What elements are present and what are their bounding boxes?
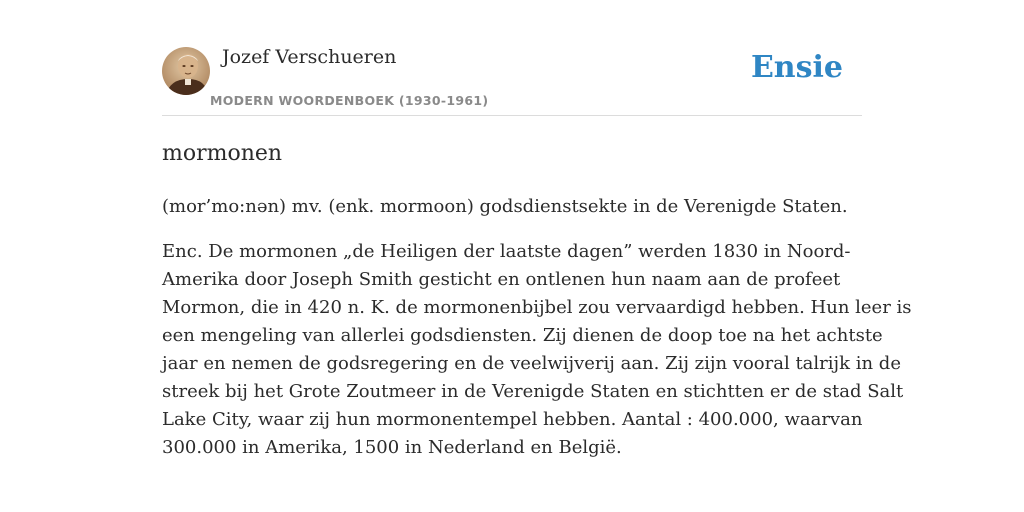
encyclopedia-line: jaar en nemen de godsregering en de veelwijverij aan. Zij zijn vooral talrijk in de — [162, 353, 901, 374]
entry-term: mormonen — [162, 141, 283, 166]
encyclopedia-line: Amerika door Joseph Smith gesticht en ontlenen hun naam aan de profeet — [162, 269, 841, 290]
entry-definition: (mor’mo:nən) mv. (enk. mormoon) godsdienstsekte in de Verenigde Staten. — [162, 196, 848, 217]
encyclopedia-line: Enc. De mormonen „de Heiligen der laatste dagen” werden 1830 in Noord- — [162, 241, 851, 262]
author-name[interactable]: Jozef Verschueren — [222, 46, 397, 68]
ensie-logo-link[interactable]: Ensie — [750, 50, 843, 85]
author-portrait-image — [162, 47, 210, 95]
entry-header — [162, 40, 862, 116]
entry-card — [162, 40, 912, 458]
author-avatar[interactable] — [162, 47, 210, 95]
encyclopedia-line: een mengeling van allerlei godsdiensten. Zij dienen de doop toe na het achtste — [162, 325, 883, 346]
source-dictionary[interactable]: MODERN WOORDENBOEK (1930-1961) — [210, 93, 489, 108]
encyclopedia-paragraph — [162, 238, 912, 462]
encyclopedia-line: Lake City, waar zij hun mormonentempel hebben. Aantal : 400.000, waarvan — [162, 409, 863, 430]
encyclopedia-line: Mormon, die in 420 n. K. de mormonenbijbel zou vervaardigd hebben. Hun leer is — [162, 297, 912, 318]
encyclopedia-line: streek bij het Grote Zoutmeer in de Verenigde Staten en stichtten er de stad Salt — [162, 381, 904, 402]
encyclopedia-line: 300.000 in Amerika, 1500 in Nederland en België. — [162, 437, 622, 458]
